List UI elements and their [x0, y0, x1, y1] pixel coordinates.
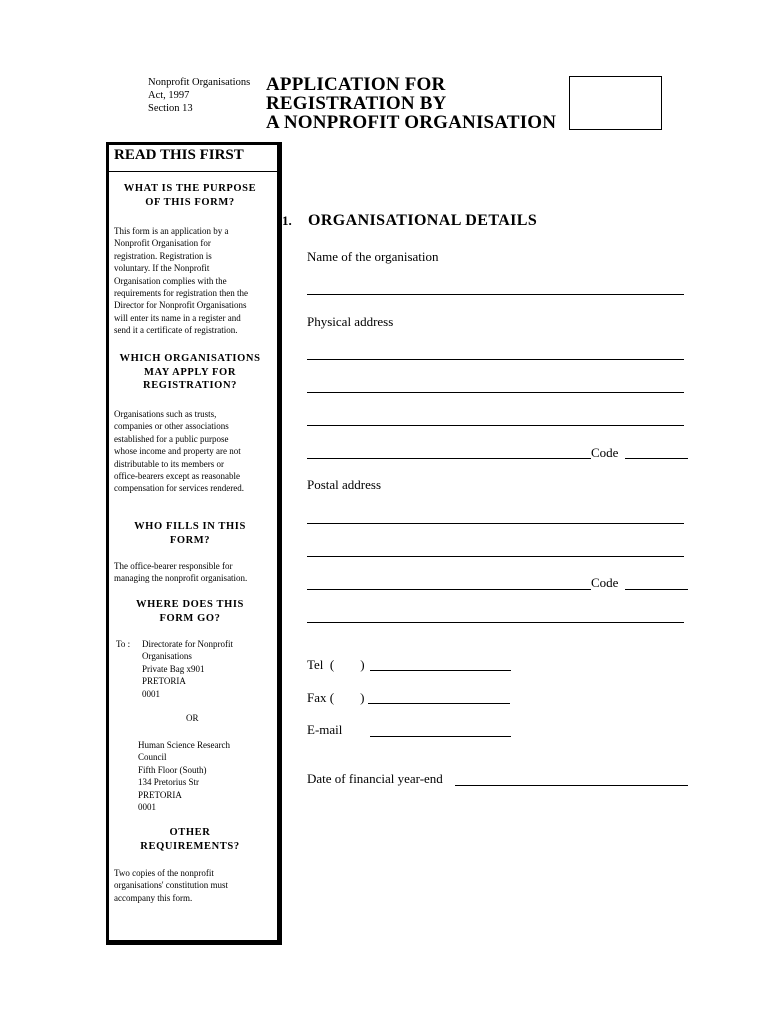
- other-text: [114, 867, 274, 904]
- text-line: will enter its name in a register and: [114, 312, 241, 323]
- office-stamp-box: [569, 76, 662, 130]
- title-line: APPLICATION FOR: [266, 74, 446, 95]
- act-line: Act, 1997: [148, 90, 190, 101]
- title-line: REGISTRATION BY: [266, 93, 447, 114]
- physical-code-field[interactable]: [625, 458, 688, 459]
- heading-line: WHERE DOES THIS: [135, 599, 244, 610]
- email-field[interactable]: [370, 736, 511, 737]
- text-line: Nonprofit Organisation for: [114, 238, 211, 249]
- org-name-field[interactable]: [307, 294, 684, 295]
- text-line: requirements for registration then the: [114, 288, 248, 299]
- org-name-label: Name of the organisation: [307, 249, 439, 264]
- physical-address-label: Physical address: [307, 314, 394, 329]
- text-line: companies or other associations: [114, 421, 229, 432]
- text-line: Two copies of the nonprofit: [114, 868, 214, 878]
- financial-year-end-field[interactable]: [455, 785, 688, 786]
- text-line: This form is an application by a: [114, 226, 229, 236]
- to-label: To :: [116, 639, 131, 649]
- address-line: Fifth Floor (South): [138, 764, 207, 775]
- tel-label: Tel ( ): [307, 657, 365, 672]
- fax-field[interactable]: [368, 703, 510, 704]
- address-line: Council: [138, 752, 167, 763]
- physical-code-label: Code: [591, 445, 619, 460]
- title-line: A NONPROFIT ORGANISATION: [266, 112, 557, 133]
- form-title: [266, 75, 556, 132]
- address-line: 0001: [142, 688, 160, 699]
- heading-line: FORM?: [169, 534, 211, 546]
- postal-address-line-1[interactable]: [307, 523, 684, 524]
- who-heading: [110, 520, 270, 547]
- text-line: established for a public purpose: [114, 433, 229, 444]
- physical-address-line-4[interactable]: [307, 458, 591, 459]
- section-title: ORGANISATIONAL DETAILS: [308, 212, 538, 229]
- heading-line: REQUIREMENTS?: [140, 840, 240, 852]
- text-line: voluntary. If the Nonprofit: [114, 263, 210, 274]
- section-number: 1.: [282, 213, 292, 228]
- text-line: distributable to its members or: [114, 458, 224, 469]
- text-line: registration. Registration is: [114, 250, 212, 261]
- text-line: whose income and property are not: [114, 446, 241, 457]
- postal-address-label: Postal address: [307, 477, 382, 492]
- text-line: The office-bearer responsible for: [114, 561, 233, 571]
- address-line: Organisations: [142, 651, 192, 662]
- act-line: Nonprofit Organisations: [148, 77, 251, 88]
- which-heading: [110, 352, 270, 393]
- text-line: organisations' constitution must: [114, 880, 228, 891]
- postal-address-line-2[interactable]: [307, 556, 684, 557]
- postal-address-line-3[interactable]: [307, 589, 591, 590]
- address-hsrc: [138, 739, 230, 813]
- text-line: office-bearers except as reasonable: [114, 471, 241, 482]
- which-text: [114, 408, 274, 495]
- heading-line: WHAT IS THE PURPOSE: [123, 183, 257, 194]
- address-line: Human Science Research: [138, 740, 230, 750]
- heading-line: OF THIS FORM?: [145, 196, 235, 208]
- physical-address-line-1[interactable]: [307, 359, 684, 360]
- physical-address-line-2[interactable]: [307, 392, 684, 393]
- purpose-text: [114, 225, 274, 337]
- text-line: compensation for services rendered.: [114, 483, 244, 494]
- or-label: OR: [186, 713, 199, 723]
- heading-line: OTHER: [169, 827, 211, 838]
- heading-line: WHO FILLS IN THIS: [134, 521, 246, 532]
- address-directorate: [142, 638, 233, 700]
- text-line: Organisation complies with the: [114, 275, 227, 286]
- postal-code-field[interactable]: [625, 589, 688, 590]
- heading-line: WHICH ORGANISATIONS: [119, 353, 261, 364]
- address-line: Directorate for Nonprofit: [142, 639, 233, 649]
- sidebar-divider: [106, 171, 279, 172]
- physical-address-line-3[interactable]: [307, 425, 684, 426]
- act-line: Section 13: [148, 103, 193, 114]
- act-reference: [148, 76, 250, 115]
- sidebar-title: READ THIS FIRST: [114, 147, 244, 163]
- tel-field[interactable]: [370, 670, 511, 671]
- who-text: [114, 560, 274, 585]
- where-heading: [110, 598, 270, 625]
- text-line: Director for Nonprofit Organisations: [114, 300, 247, 311]
- fax-label: Fax ( ): [307, 690, 365, 705]
- email-label: E-mail: [307, 722, 343, 737]
- financial-year-end-label: Date of financial year-end: [307, 771, 443, 786]
- address-line: PRETORIA: [142, 676, 186, 687]
- text-line: Organisations such as trusts,: [114, 409, 217, 419]
- address-line: PRETORIA: [138, 789, 182, 800]
- purpose-heading: [110, 182, 270, 209]
- other-heading: [110, 826, 270, 853]
- text-line: managing the nonprofit organisation.: [114, 573, 248, 584]
- text-line: accompany this form.: [114, 892, 193, 903]
- heading-line: FORM GO?: [159, 612, 221, 624]
- address-line: 0001: [138, 802, 156, 813]
- postal-address-line-4[interactable]: [307, 622, 684, 623]
- text-line: send it a certificate of registration.: [114, 325, 238, 336]
- heading-line: REGISTRATION?: [143, 380, 237, 391]
- postal-code-label: Code: [591, 575, 619, 590]
- address-line: Private Bag x901: [142, 663, 205, 674]
- address-line: 134 Pretorius Str: [138, 777, 200, 788]
- heading-line: MAY APPLY FOR: [144, 366, 236, 378]
